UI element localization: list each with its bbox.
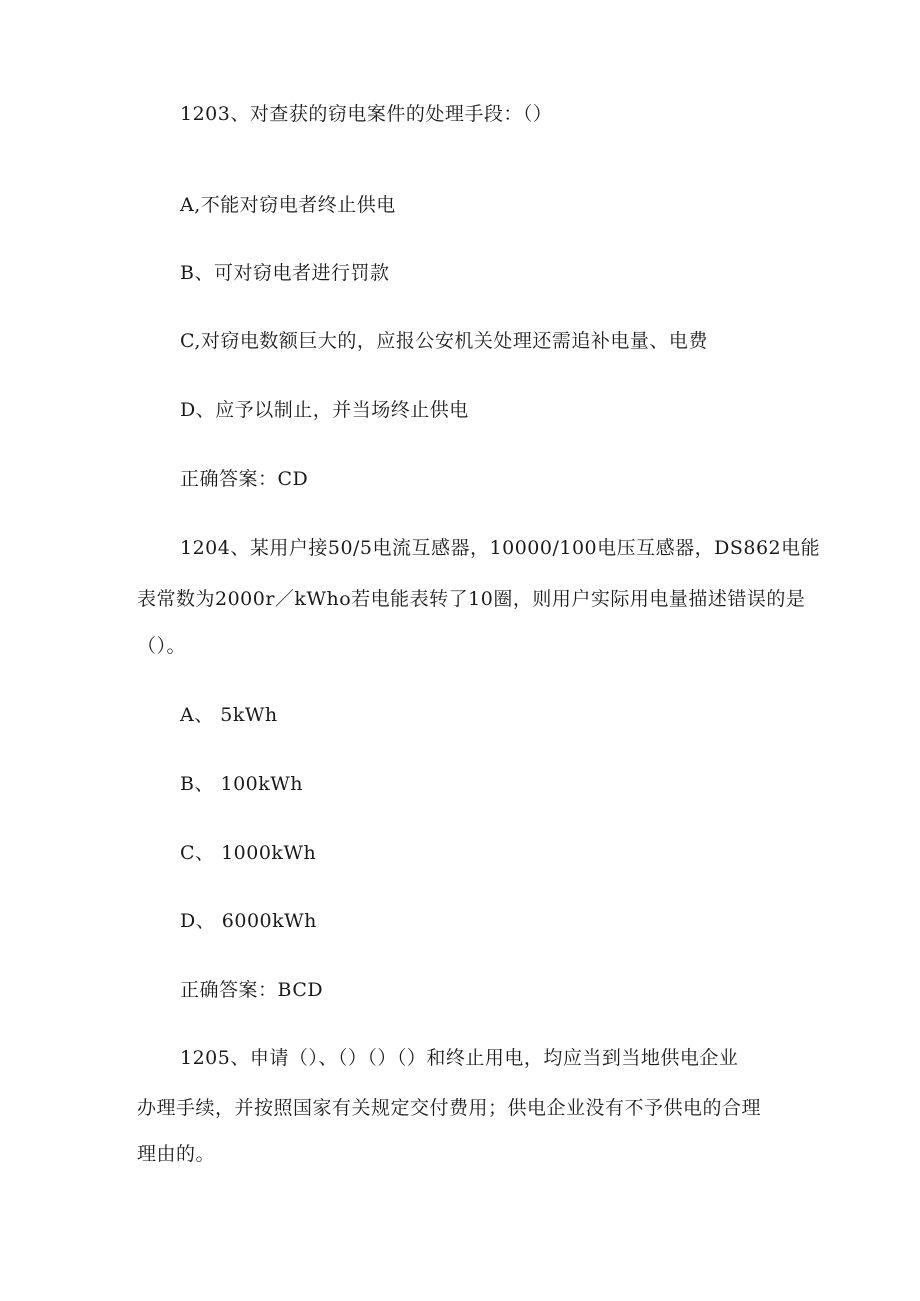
option-c: C,对窃电数额巨大的，应报公安机关处理还需追补电量、电费 bbox=[180, 330, 708, 352]
question-1205-line-2: 办理手续，并按照国家有关规定交付费用；供电企业没有不予供电的合理 bbox=[137, 1097, 762, 1119]
option-c: C、 1000kWh bbox=[180, 842, 317, 864]
option-b: B、可对窃电者进行罚款 bbox=[180, 262, 390, 284]
option-d: D、 6000kWh bbox=[180, 910, 317, 932]
option-b: B、 100kWh bbox=[180, 773, 304, 795]
question-1205-line-3: 理由的。 bbox=[137, 1143, 216, 1165]
option-a: A、 5kWh bbox=[180, 704, 278, 726]
answer-1204: 正确答案：BCD bbox=[180, 979, 324, 1001]
question-1204-line-1: 1204、某用户接50/5电流互感器，10000/100电压互感器，DS862电能 bbox=[180, 537, 821, 559]
question-1203-text: 1203、对查获的窃电案件的处理手段：（） bbox=[180, 103, 553, 125]
option-a: A,不能对窃电者终止供电 bbox=[180, 194, 396, 216]
answer-1203: 正确答案：CD bbox=[180, 468, 309, 490]
question-1205-line-1: 1205、申请（）、（）（）（）和终止用电，均应当到当地供电企业 bbox=[180, 1047, 739, 1069]
option-d: D、应予以制止，并当场终止供电 bbox=[180, 399, 469, 421]
question-1204-line-2: 表常数为2000r／kWho若电能表转了10圈，则用户实际用电量描述错误的是 bbox=[137, 588, 806, 610]
question-1204-line-3: （）。 bbox=[137, 635, 187, 657]
